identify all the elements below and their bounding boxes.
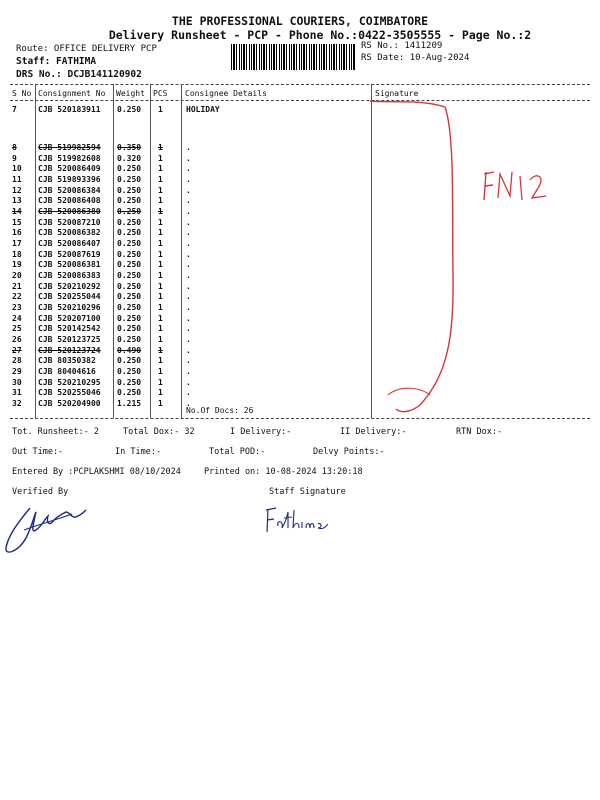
row-sno: 29 bbox=[12, 366, 22, 376]
verified-signature bbox=[0, 490, 100, 560]
row-sno: 23 bbox=[12, 302, 22, 312]
row-weight: 0.250 bbox=[117, 249, 142, 259]
row-sno: 26 bbox=[12, 334, 22, 344]
row-details: . bbox=[186, 164, 191, 174]
row-details: . bbox=[186, 249, 191, 259]
row-sno: 12 bbox=[12, 185, 22, 195]
in-time: In Time:- bbox=[115, 447, 162, 457]
row-weight: 0.350 bbox=[117, 143, 142, 152]
tot-runsheet: Tot. Runsheet:- 2 bbox=[12, 427, 99, 437]
row-pcs: 1 bbox=[158, 164, 163, 174]
total-dox: Total Dox:- 32 bbox=[123, 427, 195, 437]
row-weight: 0.250 bbox=[117, 388, 142, 398]
row-consignment: CJB 80350382 bbox=[38, 356, 96, 366]
row-consignment: CJB 520087619 bbox=[38, 249, 101, 259]
row-sno: 7 bbox=[12, 105, 17, 114]
row-consignment: CJB 80404616 bbox=[38, 366, 96, 376]
row-sno: 28 bbox=[12, 356, 22, 366]
row-details: HOLIDAY bbox=[186, 105, 220, 114]
row-consignment: CJB 520086408 bbox=[38, 196, 101, 206]
row-consignment: CJB 520087210 bbox=[38, 217, 101, 227]
row-details: . bbox=[186, 238, 191, 248]
row-consignment: CJB 520086384 bbox=[38, 185, 101, 195]
col-header-pcs: PCS bbox=[153, 89, 168, 98]
row-sno: 18 bbox=[12, 249, 22, 259]
row-consignment: CJB 520255044 bbox=[38, 292, 101, 302]
runsheet-title: Delivery Runsheet - PCP - Phone No.:0422-3505555 - Page No.:2 bbox=[108, 28, 532, 42]
row-consignment: CJB 520086383 bbox=[38, 270, 101, 280]
row-pcs: 1 bbox=[158, 260, 163, 270]
row-weight: 0.250 bbox=[117, 206, 142, 216]
company-name: THE PROFESSIONAL COURIERS, COIMBATORE bbox=[171, 14, 429, 28]
row-details: . bbox=[186, 206, 191, 216]
row-details: . bbox=[186, 398, 191, 408]
row-sno: 15 bbox=[12, 217, 22, 227]
row-details: . bbox=[186, 260, 191, 270]
col-header-signature: Signature bbox=[375, 89, 419, 98]
row-sno: 32 bbox=[12, 398, 22, 408]
no-of-docs: No.Of Docs: 26 bbox=[186, 406, 254, 415]
row-consignment: CJB 520210292 bbox=[38, 281, 101, 291]
row-details: . bbox=[186, 196, 191, 206]
printed-on: Printed on: 10-08-2024 13:20:18 bbox=[204, 467, 363, 477]
row-weight: 0.250 bbox=[117, 228, 142, 238]
row-pcs: 1 bbox=[158, 388, 163, 398]
row-sno: 20 bbox=[12, 270, 22, 280]
row-consignment: CJB 520255046 bbox=[38, 388, 101, 398]
row-pcs: 1 bbox=[158, 270, 163, 280]
row-sno: 19 bbox=[12, 260, 22, 270]
row-sno: 24 bbox=[12, 313, 22, 323]
i-delivery: I Delivery:- bbox=[230, 427, 292, 437]
staff-signature bbox=[262, 500, 332, 540]
row-sno: 21 bbox=[12, 281, 22, 291]
row-details: . bbox=[186, 143, 191, 152]
row-weight: 0.250 bbox=[117, 313, 142, 323]
row-sno: 17 bbox=[12, 238, 22, 248]
row-details: . bbox=[186, 377, 191, 387]
red-signature-mark bbox=[360, 95, 560, 425]
row-details: . bbox=[186, 334, 191, 344]
row-pcs: 1 bbox=[158, 228, 163, 238]
row-details: . bbox=[186, 356, 191, 366]
col-header-sno: S No bbox=[12, 89, 32, 98]
row-consignment: CJB 520210295 bbox=[38, 377, 101, 387]
row-pcs: 1 bbox=[158, 206, 163, 216]
row-weight: 1.215 bbox=[117, 398, 142, 408]
row-pcs: 1 bbox=[158, 356, 163, 366]
row-details: . bbox=[186, 302, 191, 312]
row-details: . bbox=[186, 174, 191, 184]
row-weight: 0.250 bbox=[117, 281, 142, 291]
row-pcs: 1 bbox=[158, 153, 163, 163]
row-pcs: 1 bbox=[158, 292, 163, 302]
row-consignment: CJB 520086409 bbox=[38, 164, 101, 174]
row-weight: 0.250 bbox=[117, 260, 142, 270]
row-weight: 0.250 bbox=[117, 217, 142, 227]
col-header-weight: Weight bbox=[116, 89, 145, 98]
row-details: . bbox=[186, 270, 191, 280]
row-details: . bbox=[186, 366, 191, 376]
row-weight: 0.250 bbox=[117, 302, 142, 312]
staff-label: Staff: FATHIMA bbox=[16, 56, 97, 67]
row-sno: 11 bbox=[12, 174, 22, 184]
row-sno: 30 bbox=[12, 377, 22, 387]
row-details: . bbox=[186, 324, 191, 334]
row-pcs: 1 bbox=[158, 217, 163, 227]
row-pcs: 1 bbox=[158, 302, 163, 312]
row-pcs: 1 bbox=[158, 238, 163, 248]
row-pcs: 1 bbox=[158, 345, 163, 355]
row-weight: 0.250 bbox=[117, 324, 142, 334]
row-pcs: 1 bbox=[158, 174, 163, 184]
row-pcs: 1 bbox=[158, 366, 163, 376]
row-sno: 14 bbox=[12, 206, 22, 216]
row-consignment: CJB 520123725 bbox=[38, 334, 101, 344]
runsheet-barcode bbox=[231, 44, 356, 70]
red-annotation-fn12 bbox=[478, 160, 558, 240]
row-details: . bbox=[186, 313, 191, 323]
row-weight: 0.250 bbox=[117, 174, 142, 184]
row-pcs: 1 bbox=[158, 324, 163, 334]
ii-delivery: II Delivery:- bbox=[340, 427, 407, 437]
row-details: . bbox=[186, 388, 191, 398]
row-weight: 0.250 bbox=[117, 238, 142, 248]
row-sno: 13 bbox=[12, 196, 22, 206]
row-details: . bbox=[186, 281, 191, 291]
row-weight: 0.250 bbox=[117, 292, 142, 302]
row-pcs: 1 bbox=[158, 398, 163, 408]
row-pcs: 1 bbox=[158, 377, 163, 387]
row-weight: 0.250 bbox=[117, 164, 142, 174]
row-sno: 9 bbox=[12, 153, 17, 163]
row-consignment: CJB 520086380 bbox=[38, 206, 101, 216]
rs-date: RS Date: 10-Aug-2024 bbox=[361, 53, 470, 63]
row-details: . bbox=[186, 345, 191, 355]
row-weight: 0.250 bbox=[117, 185, 142, 195]
row-weight: 0.250 bbox=[117, 377, 142, 387]
delvy-points: Delvy Points:- bbox=[313, 447, 385, 457]
row-weight: 0.250 bbox=[117, 366, 142, 376]
row-pcs: 1 bbox=[158, 249, 163, 259]
row-details: . bbox=[186, 153, 191, 163]
table-top-rule bbox=[10, 84, 590, 85]
col-header-consignee: Consignee Details bbox=[185, 89, 267, 98]
staff-signature-label: Staff Signature bbox=[269, 487, 346, 497]
row-sno: 10 bbox=[12, 164, 22, 174]
row-details: . bbox=[186, 185, 191, 195]
row-weight: 0.250 bbox=[117, 196, 142, 206]
row-pcs: 1 bbox=[158, 334, 163, 344]
row-weight: 0.320 bbox=[117, 153, 142, 163]
row-pcs: 1 bbox=[158, 143, 163, 152]
out-time: Out Time:- bbox=[12, 447, 64, 457]
route-label: Route: OFFICE DELIVERY PCP bbox=[16, 44, 157, 54]
row-details: . bbox=[186, 228, 191, 238]
row-consignment: CJB 519893396 bbox=[38, 174, 101, 184]
row-pcs: 1 bbox=[158, 313, 163, 323]
row-weight: 0.250 bbox=[117, 356, 142, 366]
row-consignment: CJB 520210296 bbox=[38, 302, 101, 312]
row-weight: 0.250 bbox=[117, 105, 142, 114]
row-weight: 0.250 bbox=[117, 334, 142, 344]
row-consignment: CJB 520086382 bbox=[38, 228, 101, 238]
row-pcs: 1 bbox=[158, 185, 163, 195]
total-pod: Total POD:- bbox=[209, 447, 266, 457]
verified-by-label: Verified By bbox=[12, 487, 69, 497]
row-sno: 25 bbox=[12, 324, 22, 334]
row-consignment: CJB 520123724 bbox=[38, 345, 101, 355]
row-consignment: CJB 520183911 bbox=[38, 105, 101, 114]
entered-by: Entered By :PCPLAKSHMI 08/10/2024 bbox=[12, 467, 181, 477]
row-details: . bbox=[186, 292, 191, 302]
row-sno: 22 bbox=[12, 292, 22, 302]
col-header-consignment: Consignment No bbox=[38, 89, 106, 98]
row-consignment: CJB 520142542 bbox=[38, 324, 101, 334]
row-consignment: CJB 519982594 bbox=[38, 143, 101, 152]
row-pcs: 1 bbox=[158, 281, 163, 291]
row-weight: 0.250 bbox=[117, 270, 142, 280]
rs-number: RS No.: 1411209 bbox=[361, 41, 443, 51]
row-sno: 8 bbox=[12, 143, 17, 152]
row-consignment: CJB 520086381 bbox=[38, 260, 101, 270]
row-sno: 31 bbox=[12, 388, 22, 398]
row-consignment: CJB 520086407 bbox=[38, 238, 101, 248]
row-details: . bbox=[186, 217, 191, 227]
row-consignment: CJB 520207100 bbox=[38, 313, 101, 323]
row-weight: 0.490 bbox=[117, 345, 142, 355]
row-pcs: 1 bbox=[158, 105, 163, 114]
row-pcs: 1 bbox=[158, 196, 163, 206]
row-consignment: CJB 520204900 bbox=[38, 398, 101, 408]
row-sno: 16 bbox=[12, 228, 22, 238]
rtn-dox: RTN Dox:- bbox=[456, 427, 503, 437]
row-sno: 27 bbox=[12, 345, 22, 355]
row-consignment: CJB 519982608 bbox=[38, 153, 101, 163]
drs-number: DRS No.: DCJB141120902 bbox=[16, 69, 142, 80]
